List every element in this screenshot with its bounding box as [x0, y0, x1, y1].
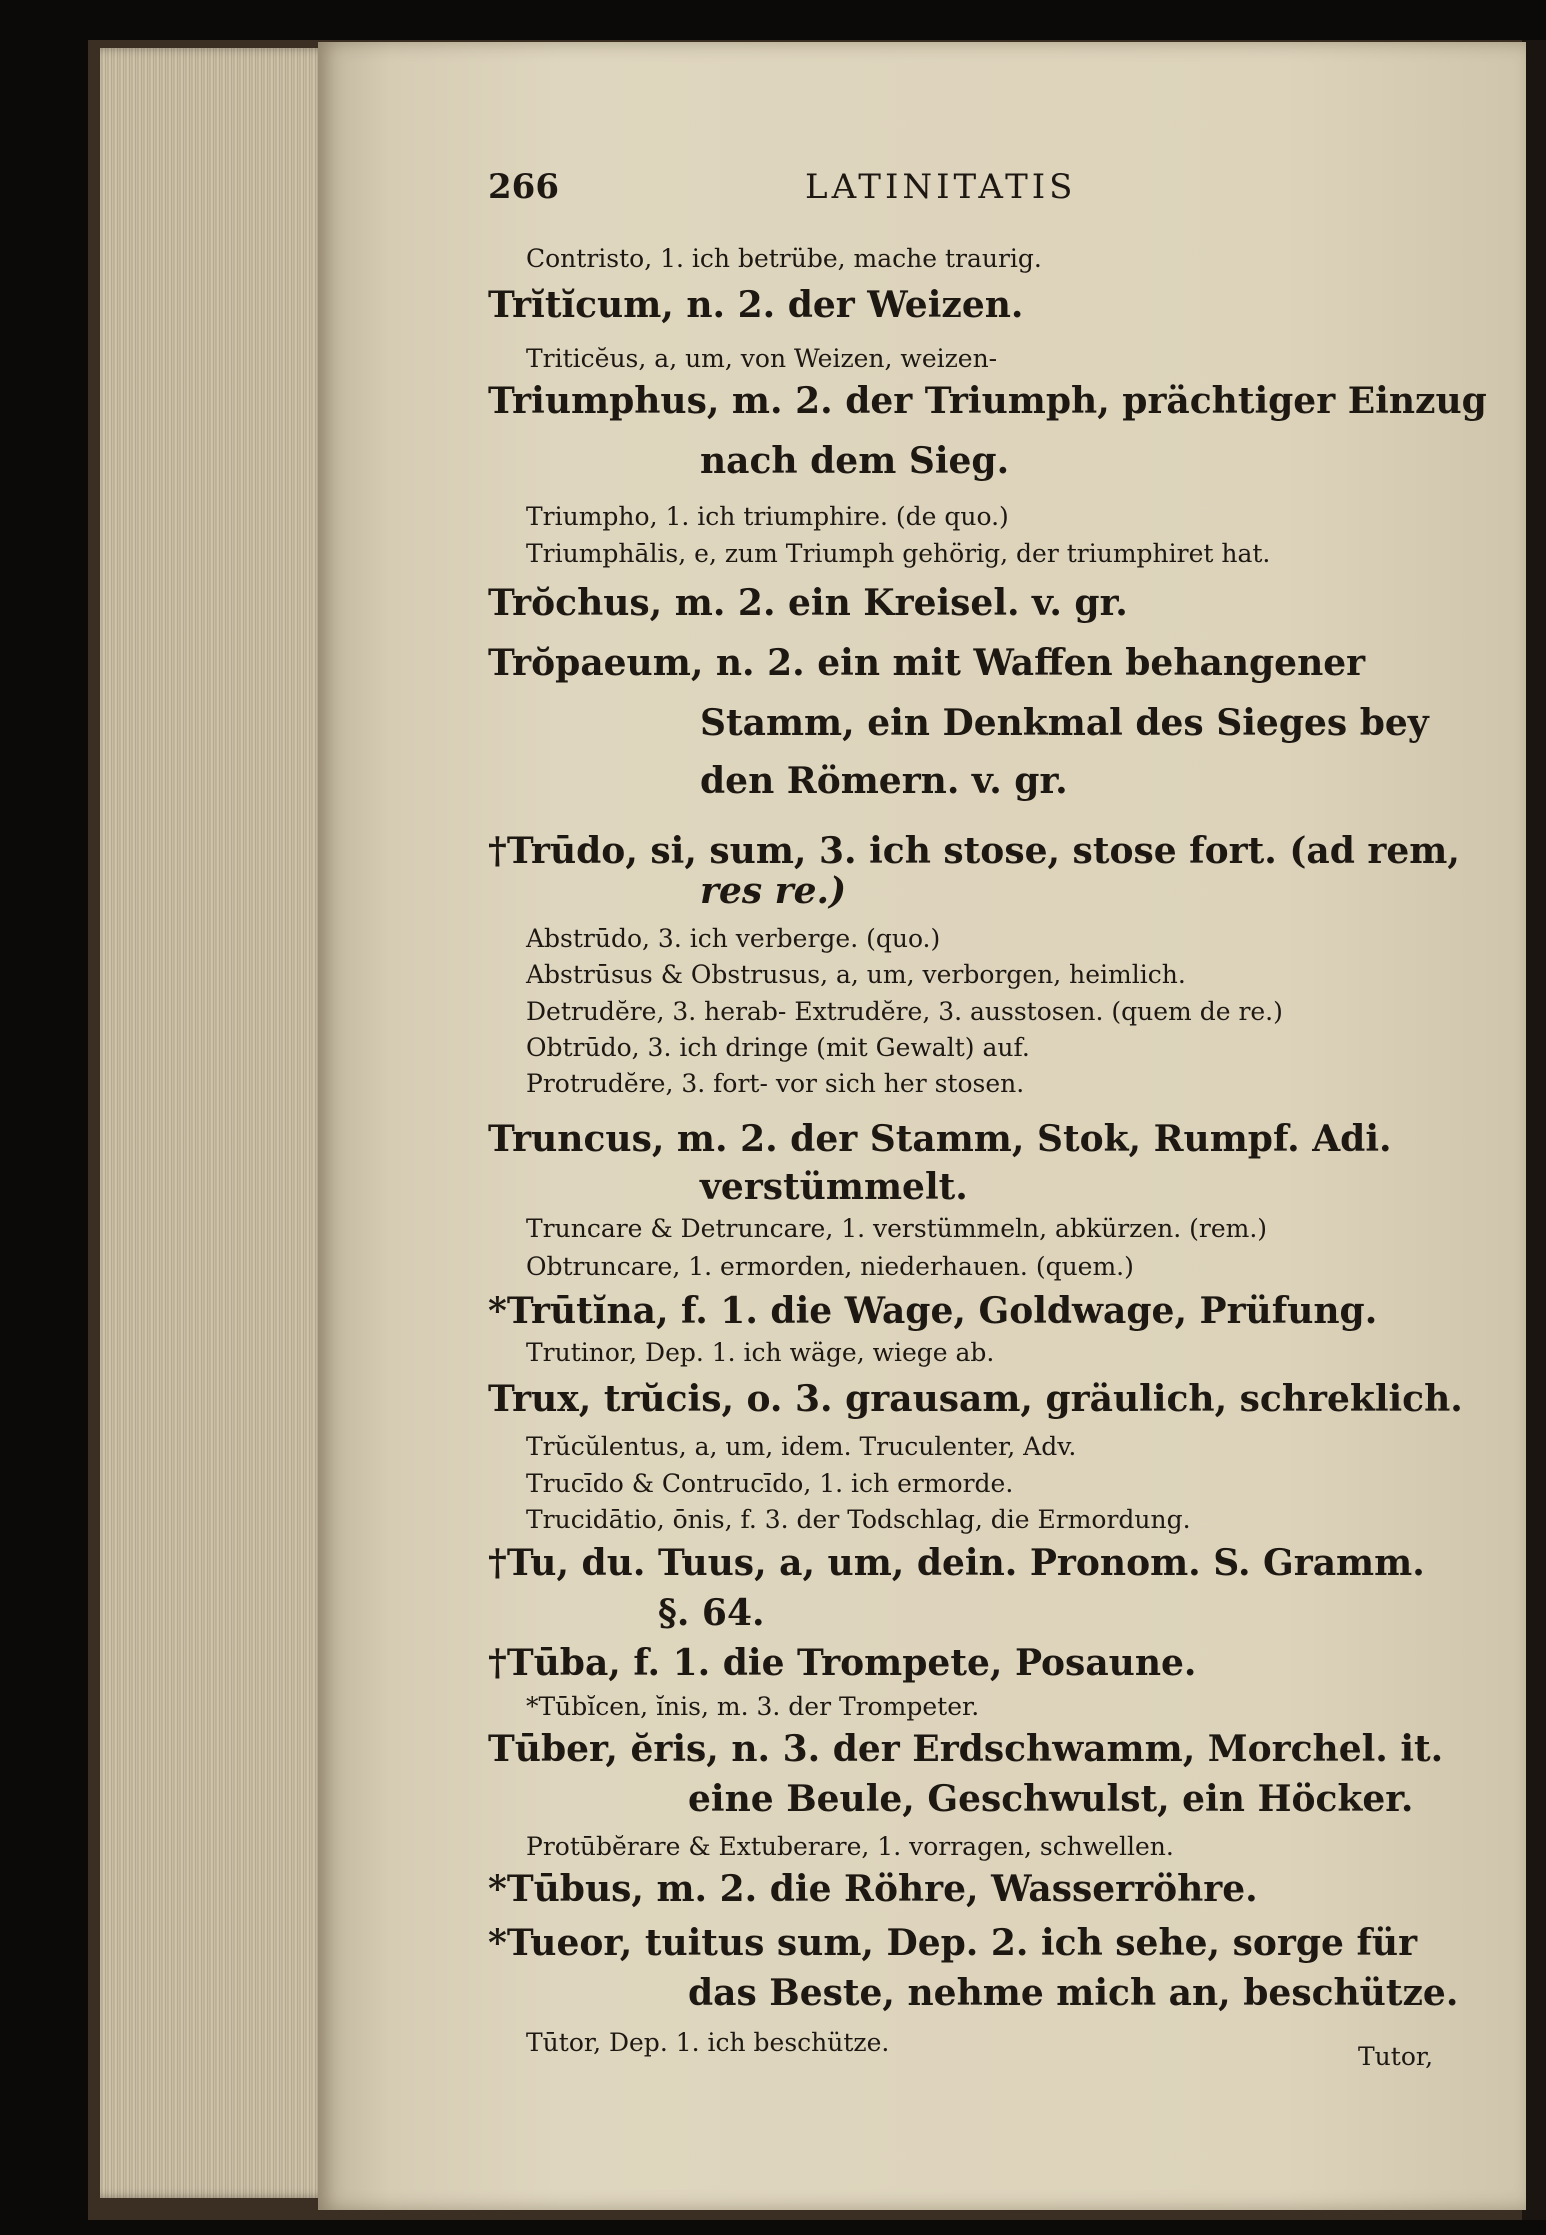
continuation-line: den Römern. v. gr. — [700, 760, 1068, 802]
headword-line: Trŏchus, m. 2. ein Kreisel. v. gr. — [488, 582, 1128, 624]
headword-line: *Tueor, tuitus sum, Dep. 2. ich sehe, sorge für — [488, 1922, 1418, 1964]
catchword: Tutor, — [1358, 2042, 1434, 2071]
headword-line: Trŏpaeum, n. 2. ein mit Waffen behangener — [488, 642, 1366, 684]
continuation-line: nach dem Sieg. — [700, 440, 1010, 482]
continuation-line: eine Beule, Geschwulst, ein Höcker. — [688, 1778, 1414, 1820]
entry-line: Abstrūsus & Obstrusus, a, um, verborgen, heimlich. — [526, 960, 1186, 989]
headword-line: Tūber, ĕris, n. 3. der Erdschwamm, Morchel. it. — [488, 1728, 1444, 1770]
entry-line: Trucidātio, ōnis, f. 3. der Todschlag, die Ermordung. — [526, 1505, 1191, 1534]
book-page — [318, 42, 1526, 2210]
entry-line: Contristo, 1. ich betrübe, mache traurig. — [526, 244, 1042, 273]
entry-line: Trucīdo & Contrucīdo, 1. ich ermorde. — [526, 1469, 1014, 1498]
entry-line: Triticĕus, a, um, von Weizen, weizen- — [526, 344, 998, 373]
page-edges — [100, 48, 330, 2198]
entry-line: Triumphālis, e, zum Triumph gehörig, der triumphiret hat. — [526, 539, 1271, 568]
continuation-line: Stamm, ein Denkmal des Sieges bey — [700, 702, 1429, 744]
headword-line: Trĭtĭcum, n. 2. der Weizen. — [488, 284, 1024, 326]
entry-line: Trutinor, Dep. 1. ich wäge, wiege ab. — [526, 1338, 995, 1367]
entry-line: *Tūbĭcen, ĭnis, m. 3. der Trompeter. — [526, 1692, 980, 1721]
entry-line: Abstrūdo, 3. ich verberge. (quo.) — [526, 924, 941, 953]
headword-line: Triumphus, m. 2. der Triumph, prächtiger Einzug — [488, 380, 1487, 422]
continuation-line: res re.) — [700, 870, 847, 912]
entry-line: Obtrūdo, 3. ich dringe (mit Gewalt) auf. — [526, 1033, 1030, 1062]
entry-line: Obtruncare, 1. ermorden, niederhauen. (quem.) — [526, 1252, 1134, 1281]
page-number: 266 — [488, 167, 559, 207]
headword-line: †Tu, du. Tuus, a, um, dein. Pronom. S. Gramm. — [488, 1542, 1425, 1584]
entry-line: Protrudĕre, 3. fort- vor sich her stosen. — [526, 1069, 1025, 1098]
headword-line: †Tūba, f. 1. die Trompete, Posaune. — [488, 1642, 1197, 1684]
headword-line: †Trūdo, si, sum, 3. ich stose, stose fort. (ad rem, — [488, 830, 1460, 872]
entry-line: Tūtor, Dep. 1. ich beschütze. — [526, 2028, 890, 2057]
headword-line: Truncus, m. 2. der Stamm, Stok, Rumpf. Adi. — [488, 1118, 1392, 1160]
headword-line: Trux, trŭcis, o. 3. grausam, gräulich, schreklich. — [488, 1378, 1463, 1420]
entry-line: Detrudĕre, 3. herab- Extrudĕre, 3. ausstosen. (quem de re.) — [526, 997, 1283, 1026]
headword-line: *Trūtĭna, f. 1. die Wage, Goldwage, Prüfung. — [488, 1290, 1378, 1332]
continuation-line: verstümmelt. — [700, 1166, 968, 1208]
continuation-line: §. 64. — [658, 1592, 765, 1634]
running-title: LATINITATIS — [805, 167, 1077, 207]
page-text — [318, 42, 1526, 2210]
entry-line: Protūbĕrare & Extuberare, 1. vorragen, schwellen. — [526, 1832, 1174, 1861]
entry-line: Trŭcŭlentus, a, um, idem. Truculenter, Adv. — [526, 1432, 1077, 1461]
entry-line: Truncare & Detruncare, 1. verstümmeln, abkürzen. (rem.) — [526, 1214, 1268, 1243]
continuation-line: das Beste, nehme mich an, beschütze. — [688, 1972, 1459, 2014]
entry-line: Triumpho, 1. ich triumphire. (de quo.) — [526, 502, 1009, 531]
headword-line: *Tūbus, m. 2. die Röhre, Wasserröhre. — [488, 1868, 1258, 1910]
